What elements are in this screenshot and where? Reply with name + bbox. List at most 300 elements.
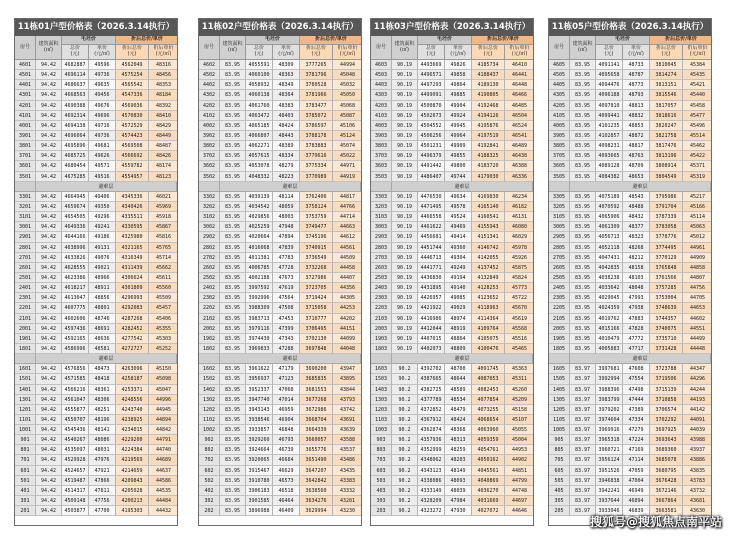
discount-total-price-cell: 3788178 [300, 131, 333, 141]
discount-total-price-cell: 4565542 [116, 80, 149, 90]
room-number-cell: 3503 [371, 172, 392, 182]
discount-unit-price-cell: 44091 [683, 415, 712, 425]
discount-unit-price-cell: 45969 [149, 202, 178, 212]
table-header [15, 36, 177, 60]
building-area-cell: 94.42 [36, 161, 62, 171]
table-row [549, 415, 711, 425]
total-price-cell: 3915467 [246, 466, 273, 476]
discount-unit-price-cell: 45124 [333, 131, 362, 141]
total-price-cell: 4096188 [596, 90, 623, 100]
room-number-cell: 401 [15, 486, 36, 496]
building-area-cell: 83.95 [220, 415, 246, 425]
table-row [549, 476, 711, 486]
discount-total-price-cell: 4248556 [116, 395, 149, 405]
building-area-cell: 83.95 [220, 405, 246, 415]
unit-price-cell: 49744 [445, 172, 472, 182]
discount-unit-price-cell: 45465 [505, 344, 534, 354]
room-number-cell: 3702 [199, 151, 220, 161]
table-row [199, 60, 361, 70]
unit-price-cell: 48268 [623, 243, 650, 253]
table-row [199, 486, 361, 496]
discount-unit-price-cell: 44253 [333, 303, 362, 313]
discount-unit-price-cell: 44484 [149, 496, 178, 506]
discount-unit-price-cell: 43537 [333, 445, 362, 455]
room-number-cell: 2602 [199, 263, 220, 273]
discount-unit-price-cell: 45457 [149, 303, 178, 313]
header-base-price: 毛坯价 [62, 36, 116, 45]
total-price-cell: 3946838 [596, 476, 623, 486]
building-area-cell: 83.95 [570, 314, 596, 324]
discount-unit-price-cell: 46080 [505, 222, 534, 232]
discount-total-price-cell: 4547336 [116, 90, 149, 100]
room-number-cell: 2701 [15, 253, 36, 263]
discount-total-price-cell: 4234015 [116, 425, 149, 435]
table-row [371, 232, 533, 242]
room-number-cell: 4202 [199, 101, 220, 111]
discount-unit-price-cell: 46489 [505, 141, 534, 151]
unit-price-cell: 48383 [273, 101, 300, 111]
building-area-cell: 83.95 [220, 90, 246, 100]
room-number-cell: 3305 [549, 192, 570, 202]
room-number-cell: 303 [371, 496, 392, 506]
price-table-2 [198, 18, 362, 526]
table-row [199, 314, 361, 324]
table-row [199, 202, 361, 212]
discount-unit-price-cell: 44996 [149, 395, 178, 405]
building-area-cell: 83.95 [220, 314, 246, 324]
table-row [15, 222, 177, 232]
discount-unit-price-cell: 45978 [505, 243, 534, 253]
unit-price-cell: 48636 [89, 334, 116, 344]
room-number-cell: 2803 [371, 243, 392, 253]
table-row [549, 202, 711, 212]
building-area-cell: 83.95 [220, 243, 246, 253]
discount-unit-price-cell: 45918 [149, 212, 178, 222]
unit-price-cell: 48773 [623, 80, 650, 90]
discount-total-price-cell: 4142055 [472, 253, 505, 263]
room-number-cell: 1403 [371, 385, 392, 395]
unit-price-cell: 48141 [89, 425, 116, 435]
building-area-cell: 90.19 [392, 60, 418, 70]
table-row [15, 232, 177, 242]
discount-total-price-cell: 3685835 [300, 374, 333, 384]
discount-unit-price-cell: 44799 [505, 476, 534, 486]
building-area-cell: 83.95 [570, 60, 596, 70]
total-price-cell: 4486407 [418, 172, 445, 182]
building-area-cell: 83.95 [570, 141, 596, 151]
unit-price-cell: 47728 [273, 263, 300, 273]
unit-price-cell: 47839 [273, 243, 300, 253]
table-row [371, 415, 533, 425]
refuge-floor-label: 避难层 [36, 354, 177, 364]
discount-unit-price-cell: 44509 [333, 253, 362, 263]
discount-total-price-cell: 3748639 [650, 303, 683, 313]
header-unit-price: 单价 (元/㎡) [623, 45, 650, 60]
discount-total-price-cell: 3813151 [650, 80, 683, 90]
discount-unit-price-cell: 44842 [149, 425, 178, 435]
discount-total-price-cell: 3710777 [300, 314, 333, 324]
discount-unit-price-cell: 44646 [505, 506, 534, 516]
discount-total-price-cell: 3702130 [300, 334, 333, 344]
room-number-cell: 2801 [15, 243, 36, 253]
refuge-floor-label: 避难层 [36, 182, 177, 192]
room-number-cell: 1101 [15, 415, 36, 425]
discount-total-price-cell: 4151341 [472, 232, 505, 242]
table-row [371, 466, 533, 476]
unit-price-cell: 49021 [89, 263, 116, 273]
total-price-cell: 3969833 [246, 344, 273, 354]
building-area-cell: 94.42 [36, 385, 62, 395]
header-room: 房号 [371, 36, 392, 60]
discount-unit-price-cell: 44971 [333, 161, 362, 171]
discount-unit-price-cell: 46466 [505, 90, 534, 100]
total-price-cell: 4664945 [62, 192, 89, 202]
table-row [549, 131, 711, 141]
total-price-cell: 4519487 [62, 476, 89, 486]
refuge-floor-blank [199, 182, 220, 192]
total-price-cell: 4571585 [62, 374, 89, 384]
total-price-cell: 4441771 [418, 263, 445, 273]
total-price-cell: 4456681 [418, 232, 445, 242]
header-discount-unit: 折后单价 (元/㎡) [683, 45, 712, 60]
unit-price-cell: 49516 [89, 172, 116, 182]
discount-total-price-cell: 3774495 [650, 243, 683, 253]
discount-total-price-cell: 3702292 [650, 415, 683, 425]
total-price-cell: 4357936 [418, 435, 445, 445]
total-price-cell: 4668563 [62, 90, 89, 100]
discount-total-price-cell: 3813196 [650, 151, 683, 161]
unit-price-cell: 48368 [445, 425, 472, 435]
unit-price-cell: 49800 [445, 161, 472, 171]
unit-price-cell: 48031 [89, 445, 116, 455]
refuge-floor-row [371, 354, 533, 364]
room-number-cell: 1302 [199, 395, 220, 405]
discount-unit-price-cell: 43332 [333, 486, 362, 496]
table-row [199, 253, 361, 263]
table-row [371, 253, 533, 263]
building-area-cell: 94.42 [36, 496, 62, 506]
table-row [371, 151, 533, 161]
discount-total-price-cell: 3777265 [300, 60, 333, 70]
building-area-cell: 83.95 [220, 273, 246, 283]
total-price-cell: 4006785 [246, 263, 273, 273]
refuge-floor-blank [371, 182, 392, 192]
total-price-cell: 4695896 [62, 141, 89, 151]
total-price-cell: 4416986 [418, 314, 445, 324]
unit-price-cell: 48048 [623, 283, 650, 293]
unit-price-cell: 47123 [273, 374, 300, 384]
discount-total-price-cell: 4321165 [116, 243, 149, 253]
discount-unit-price-cell: 44697 [505, 496, 534, 506]
total-price-cell: 4550707 [62, 415, 89, 425]
building-area-cell: 90.2 [392, 506, 418, 516]
room-number-cell: 3701 [15, 151, 36, 161]
room-number-cell: 2802 [199, 243, 220, 253]
room-number-cell: 1305 [549, 395, 570, 405]
table-row [549, 243, 711, 253]
building-area-cell: 90.19 [392, 70, 418, 80]
total-price-cell: 4506256 [418, 131, 445, 141]
header-total-price: 总价 (元) [62, 45, 89, 60]
discount-total-price-cell: 4160541 [472, 212, 505, 222]
total-price-cell: 4097810 [596, 101, 623, 111]
total-price-cell: 3906183 [246, 486, 273, 496]
discount-total-price-cell: 3723705 [300, 283, 333, 293]
discount-unit-price-cell: 48487 [149, 141, 178, 151]
total-price-cell: 4098231 [596, 141, 623, 151]
discount-unit-price-cell: 46182 [505, 202, 534, 212]
table-row [371, 425, 533, 435]
discount-total-price-cell: 4570830 [116, 111, 149, 121]
building-area-cell: 83.95 [220, 435, 246, 445]
unit-price-cell: 48103 [623, 273, 650, 283]
unit-price-cell: 46959 [273, 405, 300, 415]
total-price-cell: 4099441 [596, 111, 623, 121]
table-row [15, 506, 177, 516]
total-price-cell: 3965318 [596, 435, 623, 445]
total-price-cell: 4061760 [246, 101, 273, 111]
room-number-cell: 4605 [549, 60, 570, 70]
discount-total-price-cell: 3770129 [650, 253, 683, 263]
table-row [199, 70, 361, 80]
room-number-cell: 4603 [371, 60, 392, 70]
unit-price-cell: 49635 [89, 80, 116, 90]
table-row [371, 334, 533, 344]
header-total-price: 总价 (元) [418, 45, 445, 60]
table-header [199, 36, 361, 60]
table-row [549, 445, 711, 455]
unit-price-cell: 47224 [623, 435, 650, 445]
unit-price-cell: 48389 [273, 141, 300, 151]
discount-total-price-cell: 3814274 [650, 70, 683, 80]
discount-total-price-cell: 4272727 [116, 344, 149, 354]
discount-total-price-cell: 3736549 [300, 253, 333, 263]
discount-unit-price-cell: 44151 [333, 324, 362, 334]
table-row [15, 415, 177, 425]
room-number-cell: 1801 [15, 344, 36, 354]
building-area-cell: 94.42 [36, 476, 62, 486]
discount-total-price-cell: 3697848 [300, 344, 333, 354]
total-price-cell: 4692314 [62, 111, 89, 121]
building-area-cell: 90.19 [392, 273, 418, 283]
discount-total-price-cell: 4036270 [472, 486, 505, 496]
unit-price-cell: 48763 [623, 151, 650, 161]
building-area-cell: 90.19 [392, 243, 418, 253]
table-row [15, 243, 177, 253]
discount-unit-price-cell: 44740 [149, 445, 178, 455]
table-row [15, 141, 177, 151]
room-number-cell: 2702 [199, 253, 220, 263]
discount-total-price-cell: 3783883 [300, 141, 333, 151]
discount-total-price-cell: 3817476 [650, 141, 683, 151]
discount-total-price-cell: 4040869 [472, 476, 505, 486]
discount-unit-price-cell: 45303 [149, 334, 178, 344]
unit-price-cell: 49736 [89, 70, 116, 80]
discount-unit-price-cell: 46438 [505, 151, 534, 161]
discount-unit-price-cell: 45458 [683, 101, 712, 111]
discount-unit-price-cell: 46504 [505, 111, 534, 121]
total-price-cell: 4592165 [62, 334, 89, 344]
building-area-cell: 90.2 [392, 476, 418, 486]
discount-unit-price-cell: 45106 [333, 121, 362, 131]
unit-price-cell: 48039 [445, 486, 472, 496]
building-area-cell: 94.42 [36, 263, 62, 273]
room-number-cell: 3905 [549, 131, 570, 141]
refuge-floor-blank [15, 354, 36, 364]
table-header [549, 36, 711, 60]
discount-total-price-cell: 3786597 [300, 121, 333, 131]
total-price-cell: 4501231 [418, 141, 445, 151]
total-price-cell: 4024359 [596, 303, 623, 313]
unit-price-cell: 48313 [445, 435, 472, 445]
unit-price-cell: 47619 [273, 283, 300, 293]
discount-unit-price-cell: 45319 [683, 172, 712, 182]
discount-unit-price-cell: 45406 [149, 314, 178, 324]
discount-total-price-cell: 4330595 [116, 222, 149, 232]
header-discount-unit: 折后单价 (元/㎡) [505, 45, 534, 60]
discount-unit-price-cell: 45022 [333, 151, 362, 161]
room-number-cell: 2501 [15, 273, 36, 283]
header-discount-total: 折后总价 (元) [300, 45, 333, 60]
building-area-cell: 94.42 [36, 90, 62, 100]
total-price-cell: 4502673 [418, 111, 445, 121]
discount-total-price-cell: 4188325 [472, 151, 505, 161]
discount-total-price-cell: 4123652 [472, 293, 505, 303]
building-area-cell: 94.42 [36, 273, 62, 283]
room-number-cell: 1103 [371, 415, 392, 425]
discount-unit-price-cell: 44909 [683, 253, 712, 263]
discount-total-price-cell: 4169830 [472, 192, 505, 202]
table-row [199, 303, 361, 313]
unit-price-cell: 47976 [89, 455, 116, 465]
total-price-cell: 4056713 [596, 232, 623, 242]
table-row [549, 344, 711, 354]
unit-price-cell: 46904 [273, 415, 300, 425]
total-price-cell: 4343123 [418, 466, 445, 476]
discount-unit-price-cell: 44499 [683, 334, 712, 344]
total-price-cell: 4675285 [62, 172, 89, 182]
discount-total-price-cell: 4027072 [472, 506, 505, 516]
room-number-cell: 602 [199, 466, 220, 476]
discount-unit-price-cell: 45098 [149, 374, 178, 384]
refuge-floor-row [15, 182, 177, 192]
total-price-cell: 4566216 [62, 385, 89, 395]
header-discount-price: 折后总价/单价 [116, 36, 178, 45]
table-row [549, 172, 711, 182]
total-price-cell: 3896988 [246, 506, 273, 516]
unit-price-cell: 47508 [273, 303, 300, 313]
room-number-cell: 2505 [549, 273, 570, 283]
unit-price-cell: 46409 [273, 506, 300, 516]
refuge-floor-row [199, 354, 361, 364]
total-price-cell: 4436830 [418, 273, 445, 283]
room-number-cell: 1405 [549, 385, 570, 395]
table-row [371, 445, 533, 455]
discount-total-price-cell: 3821758 [650, 131, 683, 141]
discount-total-price-cell: 4554957 [116, 172, 149, 182]
discount-total-price-cell: 3676428 [650, 476, 683, 486]
discount-total-price-cell: 3808914 [650, 161, 683, 171]
discount-total-price-cell: 3820247 [650, 121, 683, 131]
unit-price-cell: 47894 [273, 232, 300, 242]
table-row [199, 385, 361, 395]
total-price-cell: 4055591 [246, 60, 273, 70]
building-area-cell: 83.95 [570, 222, 596, 232]
room-number-cell: 4502 [199, 70, 220, 80]
room-number-cell: 2002 [199, 324, 220, 334]
discount-unit-price-cell: 45114 [683, 212, 712, 222]
table-row [199, 151, 361, 161]
building-area-cell: 83.95 [570, 212, 596, 222]
unit-price-cell: 48212 [623, 253, 650, 263]
total-price-cell: 4597436 [62, 324, 89, 334]
unit-price-cell: 47554 [623, 374, 650, 384]
room-number-cell: 705 [549, 455, 570, 465]
discount-unit-price-cell: 43732 [683, 486, 712, 496]
total-price-cell: 3924664 [246, 445, 273, 455]
unit-price-cell: 49469 [445, 222, 472, 232]
room-number-cell: 2902 [199, 232, 220, 242]
header-area: 建筑面积 (㎡) [220, 36, 246, 60]
room-number-cell: 3903 [371, 131, 392, 141]
room-number-cell: 205 [549, 506, 570, 516]
room-number-cell: 3805 [549, 141, 570, 151]
building-area-cell: 83.95 [220, 101, 246, 111]
discount-unit-price-cell: 44705 [683, 293, 712, 303]
total-price-cell: 4029045 [596, 293, 623, 303]
total-price-cell: 4654505 [62, 212, 89, 222]
unit-price-cell: 46793 [273, 435, 300, 445]
discount-total-price-cell: 4562049 [116, 60, 149, 70]
building-area-cell: 90.19 [392, 253, 418, 263]
room-number-cell: 1905 [549, 334, 570, 344]
building-area-cell: 83.97 [570, 445, 596, 455]
discount-total-price-cell: 3783477 [300, 101, 333, 111]
table-row [371, 303, 533, 313]
discount-unit-price-cell: 43230 [333, 506, 362, 516]
discount-unit-price-cell: 43937 [683, 445, 712, 455]
table-row [15, 466, 177, 476]
unit-price-cell: 48832 [623, 111, 650, 121]
table-row [15, 395, 177, 405]
discount-unit-price-cell: 43435 [333, 466, 362, 476]
discount-unit-price-cell: 45816 [149, 232, 178, 242]
total-price-cell: 4618217 [62, 283, 89, 293]
table-row [371, 161, 533, 171]
discount-unit-price-cell: 45462 [683, 141, 712, 151]
table-row [549, 273, 711, 283]
total-price-cell: 4070592 [596, 202, 623, 212]
room-number-cell: 3102 [199, 212, 220, 222]
building-area-cell: 83.95 [570, 121, 596, 131]
discount-unit-price-cell: 45107 [505, 415, 534, 425]
discount-unit-price-cell: 44807 [683, 273, 712, 283]
unit-price-cell: 46518 [273, 486, 300, 496]
discount-total-price-cell: 3681553 [300, 385, 333, 395]
total-price-cell: 3947740 [246, 395, 273, 405]
discount-unit-price-cell: 45875 [505, 263, 534, 273]
building-area-cell: 90.19 [392, 303, 418, 313]
discount-total-price-cell: 4575254 [116, 70, 149, 80]
table-row [549, 364, 711, 374]
discount-total-price-cell: 4114364 [472, 314, 505, 324]
discount-unit-price-cell: 43691 [333, 415, 362, 425]
table-row [371, 385, 533, 395]
building-area-cell: 83.95 [220, 172, 246, 182]
discount-unit-price-cell: 45068 [333, 101, 362, 111]
building-area-cell: 83.95 [220, 202, 246, 212]
discount-total-price-cell: 4063960 [472, 425, 505, 435]
